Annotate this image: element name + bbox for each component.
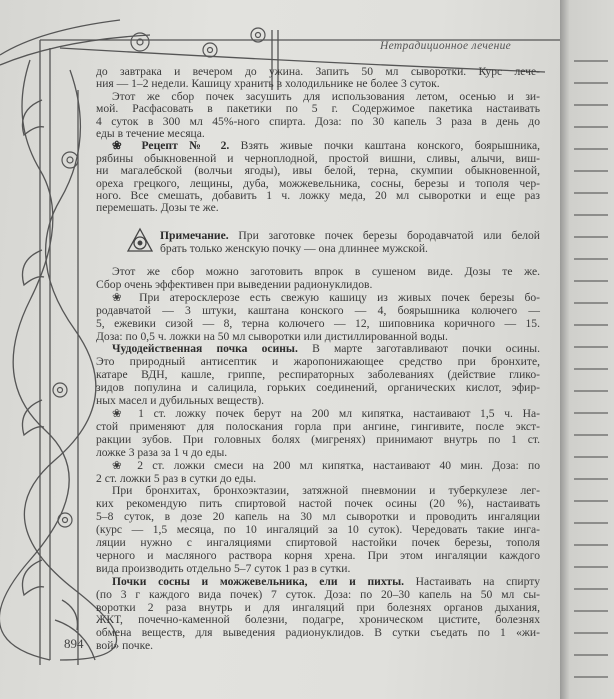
line-text: Доза: по 0,5 ч. ложки на 50 мл сыворотки или дистиллированной воды.	[96, 329, 448, 343]
line-text: (по 3 г каждого вида почек) 7 суток. Доза: по 20–30 капель на 50 мл сы-	[96, 587, 540, 601]
line-text: родавчатой — 3 штуки, каштана конского — 4, боярышника колючего —	[96, 303, 540, 317]
facing-page-text-line	[574, 82, 608, 84]
line-text: ния — 1–2 недели. Кашицу хранить в холодильнике не более 3 суток.	[96, 77, 440, 91]
facing-page-text-line	[574, 456, 608, 458]
line-text: зидов популина и салицила, горьких соединений, органических кислот, эфир-	[96, 381, 540, 395]
facing-page-text-line	[574, 148, 608, 150]
flower-ornament-icon	[126, 227, 154, 255]
facing-page-text-line	[574, 302, 608, 304]
running-header: Нетрадиционное лечение	[380, 40, 512, 52]
line-text: 4 суток в 300 мл 45%-ного спирта. Доза: по 30 капель 3 раза в день до	[96, 114, 540, 128]
facing-page-text-line	[574, 588, 608, 590]
line-text: стой применяют для полоскания горла при ангине, гингивите, после экст-	[96, 419, 540, 433]
facing-page-text-line	[574, 170, 608, 172]
line-text: 5–8 суток, в дозе 20 капель на 30 мл сыворотки и проводить ингаляции	[96, 510, 540, 524]
facing-page-text-line	[574, 324, 608, 326]
facing-page-text-line	[574, 104, 608, 106]
line-text: ЖКТ, почечно-каменной болезни, подагре, хроническом цистите, болезнях	[96, 613, 540, 627]
facing-page-text-line	[574, 566, 608, 568]
facing-page-text-line	[574, 368, 608, 370]
text-line	[96, 627, 540, 640]
note-box	[120, 230, 540, 255]
line-text: ❀ 2 ст. ложки смеси на 200 мл кипятка, настаивают 40 мин. Доза: по	[112, 458, 540, 472]
line-text: При заготовке почек березы бородавчатой или белой	[228, 229, 540, 242]
line-text: Настаивать на спирту	[404, 574, 540, 588]
line-text: воротки 2 раза внутрь и для ингаляций при болезнях органов дыхания,	[96, 600, 540, 614]
line-text: перемешать. Дозы те же.	[96, 201, 219, 215]
line-text: ❀ При атеросклерозе есть свежую кашицу из живых почек березы бо-	[112, 290, 540, 304]
facing-page-text-line	[574, 280, 608, 282]
facing-page-edge	[560, 0, 614, 699]
line-text: ложке 3 раза за 1 ч до еды.	[96, 445, 228, 459]
facing-page-text-line	[574, 654, 608, 656]
line-text: ких рекомендую пить спиртовой настой почек осины (20 %), настаивать	[96, 497, 540, 511]
line-text: В марте заготавливают почки осины.	[297, 342, 540, 356]
facing-page-text-line	[574, 60, 608, 62]
text-block-top	[96, 66, 540, 215]
facing-page-text-line	[574, 478, 608, 480]
note-label: Примечание.	[160, 229, 229, 242]
line-text: катаре ВДН, кашле, гриппе, респираторных заболеваниях (действие глико-	[96, 368, 540, 382]
facing-page-text-line	[574, 522, 608, 524]
line-text: рябины обыкновенной и черноплодной, простой вишни, сливы, алычи, виш-	[96, 151, 540, 165]
line-text: Сбор очень эффективен при выведении радионуклидов.	[96, 277, 373, 291]
line-text: мой. Расфасовать в пакетики по 5 г. Содержимое пакетика настаивать	[96, 102, 540, 116]
line-text: 5, ежевики сизой — 8, терна колючего — 12, шиповника коричного — 15.	[96, 316, 540, 330]
facing-page-text-line	[574, 500, 608, 502]
facing-page-text-line	[574, 544, 608, 546]
line-text: брать только женскую почку — она длиннее мужской.	[160, 241, 428, 255]
line-text: Взять живые почки каштана конского, боярышника,	[229, 139, 541, 153]
bold-heading: Почки сосны и можжевельника, ели и пихты.	[112, 574, 405, 588]
line-text: ляции нужно с ингаляциями спиртовой настойки почек березы, тополя	[96, 536, 540, 550]
line-text: ❀ 1 ст. ложку почек берут на 200 мл кипятка, настаивают 1,5 ч. На-	[112, 406, 540, 420]
line-text: ных масел и дубильных веществ).	[96, 394, 265, 408]
facing-page-text-line	[574, 610, 608, 612]
facing-page-text-line	[574, 390, 608, 392]
text-block-bottom	[96, 266, 540, 653]
bold-heading: ❀ Рецепт № 2.	[112, 139, 230, 153]
text-line	[96, 640, 540, 653]
line-text: Это природный антисептик и жаропонижающее средство при бронхите,	[96, 355, 540, 369]
facing-page-text-line	[574, 236, 608, 238]
line-text: до завтрака и вечером до ужина. Запить 50 мл сыворотки. Курс лече-	[96, 65, 540, 78]
facing-page-text-line	[574, 434, 608, 436]
line-text: ракции зубов. При головных болях (мигренях) принимают внутрь по 1 ст.	[96, 432, 540, 446]
facing-page-text-line	[574, 126, 608, 128]
line-text: ного. Все смешать, добавить 1 ч. ложку меда, 20 мл сыворотки и еще раз	[96, 189, 540, 203]
facing-page-text-line	[574, 346, 608, 348]
line-text: еды в течение месяца.	[96, 127, 205, 141]
line-text: (курс — 1,5 месяца, по 10 ингаляций за 10 суток). Чередовать такие инга-	[96, 523, 540, 537]
facing-page-text-line	[574, 192, 608, 194]
facing-page-text-line	[574, 676, 608, 678]
line-text: При бронхитах, бронхоэктазии, затяжной пневмонии и туберкулезе лег-	[112, 484, 540, 498]
facing-page-text-line	[574, 258, 608, 260]
facing-page-text-line	[574, 412, 608, 414]
note-line	[160, 243, 540, 256]
bold-heading: Чудодейственная почка осины.	[112, 342, 298, 356]
facing-page-text-line	[574, 214, 608, 216]
line-text: Этот же сбор можно заготовить впрок в сушеном виде. Дозы те же.	[112, 265, 540, 278]
line-text: Этот же сбор почек засушить для использования летом, осенью и зи-	[112, 89, 540, 103]
line-text: черного и масляного раствора корня хрена. При этом ингаляции каждого	[96, 548, 540, 562]
text-line	[96, 202, 540, 214]
line-text: вида производить отдельно 5–7 суток 1 раз в сутки.	[96, 561, 351, 575]
line-text: 2 ст. ложки 5 раз в сутки до еды.	[96, 471, 257, 485]
line-text: обмена веществ, для выведения радионуклидов. В сутки съедать по 1 «жи-	[96, 626, 540, 640]
line-text: вой» почке.	[96, 639, 154, 653]
page-number: 894	[64, 636, 84, 651]
line-text: ореха грецкого, лещины, дуба, можжевельника, сосны, березы и тополя чер-	[96, 176, 540, 190]
line-text: ни магалебской (волчьи ягоды), ивы белой, терна, скумпии обыкновенной,	[96, 164, 540, 178]
facing-page-text-line	[574, 632, 608, 634]
